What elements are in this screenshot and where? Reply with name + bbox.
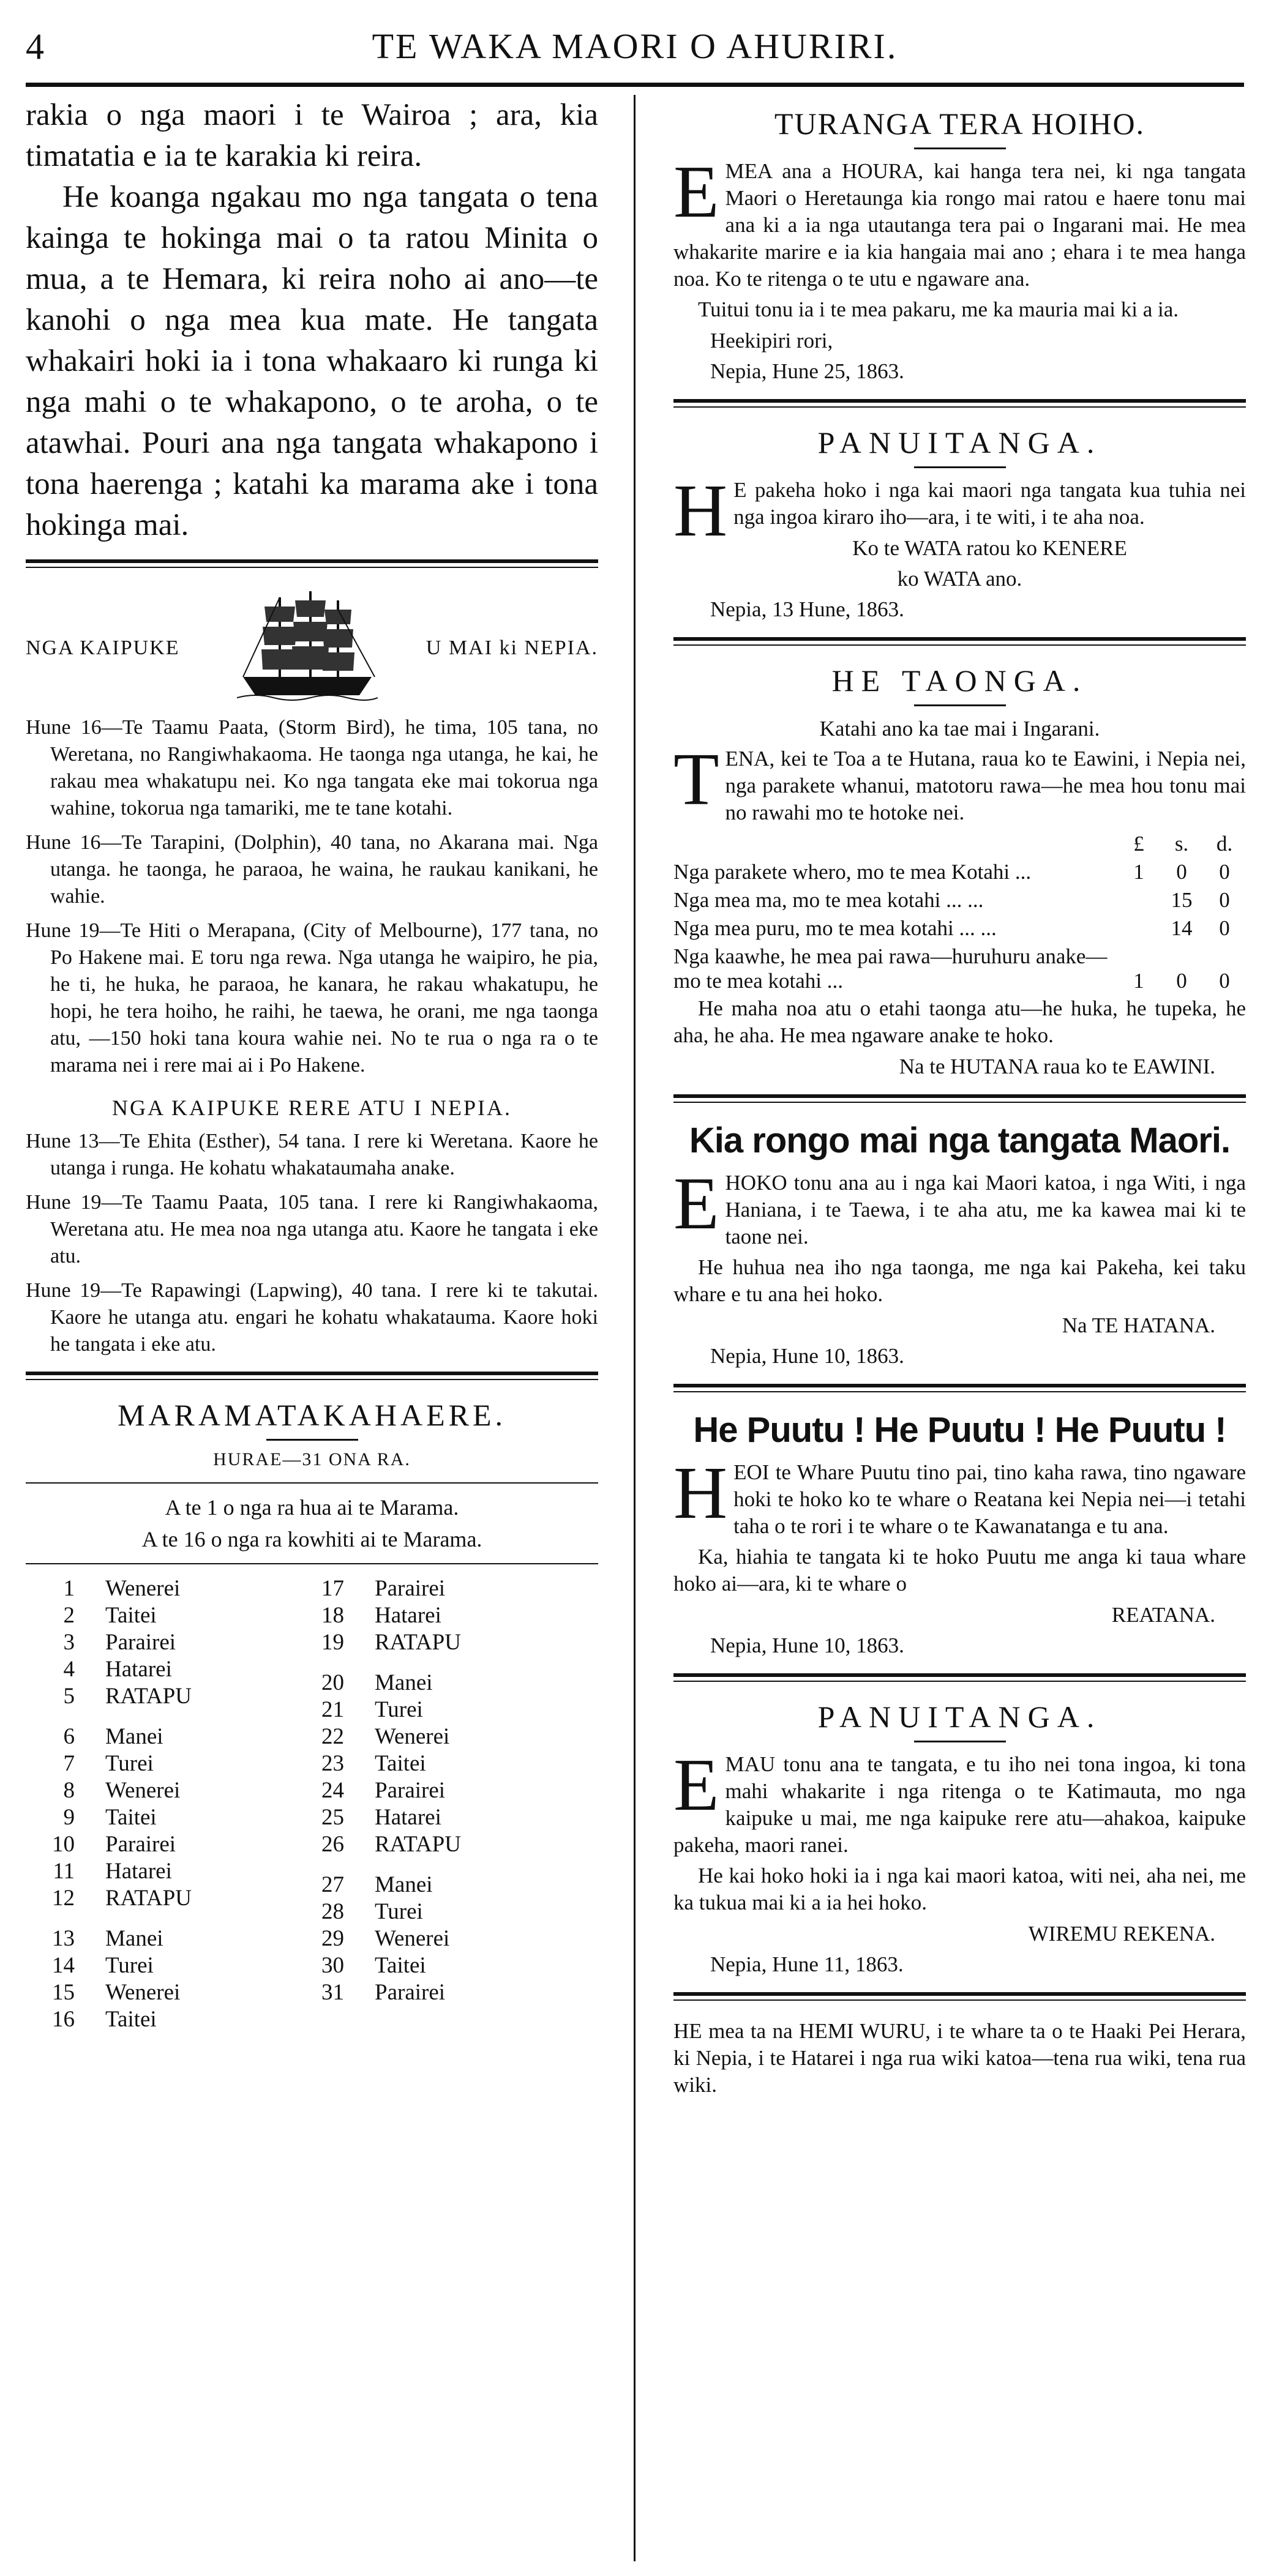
section-rule	[673, 1384, 1246, 1392]
calendar-day-number: 8	[63, 1778, 75, 1803]
price-table	[673, 830, 1246, 995]
puutu-body-2: Ka, hiahia te tangata ki te hoko Puutu me anga ki taua whare hoko ai—ara, ki te whare o	[673, 1545, 1246, 1596]
panuitanga-2-body: MAU tonu ana te tangata, e tu iho nei tona ingoa, ki tona mahi whakarite i nga ritenga o te Katimauta, mo nga kaipuke u mai, me nga kaipuke rere atu—ahakoa, kaipuke pakeha, maori ranei.	[673, 1752, 1246, 1857]
calendar-day-name: Wenerei	[105, 1778, 181, 1803]
price-label: Nga mea puru, mo te mea kotahi ... ...	[673, 916, 997, 940]
calendar-day-number: 2	[63, 1603, 75, 1628]
lead-paragraph-1: rakia o nga maori i te Wairoa ; ara, kia timatatia e ia te karakia ki reira.	[26, 98, 598, 173]
turanga-body-2: Tuitui tonu ia i te mea pakaru, me ka mauria mai ki a ia.	[698, 297, 1179, 321]
arrival-entry: Hune 19—Te Hiti o Merapana, (City of Melbourne), 177 tana, no Po Hakene mai. E toru nga rewa. Nga utanga he waipiro, he pia, he ti, he huka, he paraoa, he kanara, he rakau whakatupu, he hopi, he tera hoiho, he raihi, he taewa, he orani, me nga taonga atu, —150 hoki tana koura wahie nei. No te rua o nga ra o te marama nei i rere mai ai i Po Hakene.	[26, 919, 598, 1077]
printer-footer-note: HE mea ta na HEMI WURU, i te whare ta o te Haaki Pei Herara, ki Nepia, i te Hatarei i nga rua wiki katoa—tena rua wiki, tena rua wiki.	[673, 2019, 1246, 2097]
calendar-day-number: 3	[63, 1630, 75, 1655]
turanga-notice	[673, 151, 1246, 293]
left-column	[26, 95, 598, 2561]
calendar-day-number: 5	[63, 1684, 75, 1709]
departure-entry: Hune 13—Te Ehita (Esther), 54 tana. I rere ki Weretana. Kaore he utanga i runga. He kohatu whakataumaha anake.	[26, 1130, 598, 1179]
calendar-day-name: Turei	[375, 1697, 423, 1722]
drop-cap: E	[673, 151, 719, 233]
calendar-day-name: Wenerei	[105, 1576, 181, 1601]
kia-rongo-body: HOKO tonu ana au i nga kai Maori katoa, i nga Witi, i nga Haniana, i te Taewa, i te aha atu, me ka kawea mai ki te taone nei.	[725, 1171, 1246, 1249]
title-rule	[914, 147, 1006, 149]
calendar-note: A te 1 o nga ra hua ai te Marama.	[165, 1495, 459, 1520]
price-pounds	[1117, 914, 1160, 943]
calendar-day-number: 4	[63, 1657, 75, 1682]
calendar-day-number: 14	[52, 1953, 75, 1978]
calendar-day-name: Parairei	[375, 1778, 446, 1803]
calendar-day-name: Wenerei	[105, 1980, 181, 2005]
calendar-day-number: 19	[321, 1630, 344, 1655]
panuitanga-signature: Ko te WATA ratou ko KENERE	[852, 536, 1127, 560]
header-rule	[26, 83, 1244, 87]
calendar-day-name: Turei	[105, 1953, 154, 1978]
price-shillings: 15	[1171, 888, 1193, 912]
kia-rongo-body-2: He huhua nea iho nga taonga, me nga kai Pakeha, kei taku whare e tu ana hei hoko.	[673, 1255, 1246, 1306]
panuitanga-2-title: PANUITANGA.	[817, 1700, 1102, 1734]
section-rule	[26, 559, 598, 568]
calendar-day-name: Manei	[105, 1724, 163, 1749]
price-header-row	[673, 830, 1246, 858]
calendar-day-number: 24	[321, 1778, 344, 1803]
page-number: 4	[26, 26, 44, 67]
calendar-day-number: 26	[321, 1832, 344, 1857]
calendar-subtitle: HURAE—31 ONA RA.	[213, 1449, 411, 1469]
price-pounds: 1	[1133, 969, 1144, 993]
calendar-day-name: Taitei	[105, 2007, 157, 2032]
calendar-day-name: Parairei	[375, 1576, 446, 1601]
puutu-signature: REATANA.	[1111, 1603, 1215, 1627]
calendar-day-name: Taitei	[105, 1805, 157, 1830]
calendar-day-name: Turei	[375, 1899, 423, 1924]
panuitanga-2-notice	[673, 1744, 1246, 1859]
price-pence: 0	[1219, 860, 1230, 884]
calendar-day-name: RATAPU	[375, 1832, 461, 1857]
arrival-entry: Hune 16—Te Taamu Paata, (Storm Bird), he tima, 105 tana, no Weretana, no Rangiwhakaoma. He taonga nga utanga, he kai, he rakau mea whakatupu nei. Ko nga tangata eke mai tokorua nga wahine, tokorua nga tamariki, me te tane kotahi.	[26, 716, 598, 819]
right-column	[673, 95, 1246, 2561]
calendar-day-name: Manei	[105, 1926, 163, 1951]
calendar-day-number: 21	[321, 1697, 344, 1722]
puutu-date: Nepia, Hune 10, 1863.	[710, 1633, 904, 1657]
calendar-day-name: Hatarei	[375, 1805, 441, 1830]
shipping-heading-right: U MAI ki NEPIA.	[426, 637, 598, 659]
puutu-title: He Puutu ! He Puutu ! He Puutu !	[693, 1410, 1226, 1450]
kia-rongo-notice	[673, 1162, 1246, 1250]
calendar-day-number: 22	[321, 1724, 344, 1749]
price-row	[673, 858, 1246, 886]
calendar-day-number: 31	[321, 1980, 344, 2005]
calendar-day-name: Taitei	[105, 1603, 157, 1628]
calendar-title: MARAMATAKAHAERE.	[117, 1398, 507, 1432]
drop-cap: E	[673, 1744, 719, 1826]
price-pounds	[1117, 886, 1160, 914]
calendar-day-number: 27	[321, 1872, 344, 1897]
drop-cap: H	[673, 1452, 728, 1534]
calendar-day-number: 9	[63, 1805, 75, 1830]
calendar-day-number: 30	[321, 1953, 344, 1978]
calendar-day-number: 7	[63, 1751, 75, 1776]
turanga-date: Nepia, Hune 25, 1863.	[710, 359, 904, 383]
calendar-day-name: Turei	[105, 1751, 154, 1776]
price-shillings: 0	[1176, 860, 1187, 884]
calendar-day-number: 29	[321, 1926, 344, 1951]
calendar-day-number: 17	[321, 1576, 344, 1601]
title-rule	[266, 1439, 358, 1441]
panuitanga-body: E pakeha hoko i nga kai maori nga tangata kua tuhia nei nga ingoa kiraro iho—ara, i te witi, i te aha noa.	[733, 478, 1246, 529]
calendar-day-number: 16	[52, 2007, 75, 2032]
price-shillings: 0	[1176, 969, 1187, 993]
column-divider	[634, 95, 636, 2561]
calendar-day-name: Manei	[375, 1670, 433, 1695]
calendar-day-name: Parairei	[105, 1832, 176, 1857]
calendar-day-name: Taitei	[375, 1751, 426, 1776]
taonga-body: ENA, kei te Toa a te Hutana, raua ko te Eawini, i Nepia nei, nga parakete whanui, matotoru rawa—he mea hou tonu mai no rawahi mo te hotoke nei.	[725, 747, 1246, 824]
taonga-subtitle: Katahi ano ka tae mai i Ingarani.	[819, 717, 1100, 741]
calendar-day-number: 15	[52, 1980, 75, 2005]
section-rule	[673, 1992, 1246, 2001]
calendar-day-number: 11	[53, 1859, 75, 1884]
taonga-body-2: He maha noa atu o etahi taonga atu—he huka, he tupeka, he aha, he aha. He mea ngaware anake te hoko.	[673, 996, 1246, 1047]
calendar-day-number: 1	[63, 1576, 75, 1601]
panuitanga-date: Nepia, 13 Hune, 1863.	[710, 597, 904, 621]
calendar-day-name: RATAPU	[105, 1886, 192, 1911]
panuitanga-2-signature: WIREMU REKENA.	[1028, 1922, 1215, 1946]
panuitanga-2-date: Nepia, Hune 11, 1863.	[710, 1952, 904, 1976]
kia-rongo-date: Nepia, Hune 10, 1863.	[710, 1344, 904, 1368]
calendar-day-name: Hatarei	[375, 1603, 441, 1628]
calendar-day-name: RATAPU	[375, 1630, 461, 1655]
price-label: Nga kaawhe, he mea pai rawa—huruhuru anake—mo te mea kotahi ...	[673, 944, 1108, 993]
price-row	[673, 914, 1246, 943]
panuitanga-title: PANUITANGA.	[817, 425, 1102, 460]
price-row	[673, 886, 1246, 914]
calendar-day-name: Taitei	[375, 1953, 426, 1978]
kia-rongo-signature: Na TE HATANA.	[1062, 1313, 1215, 1337]
kia-rongo-title: Kia rongo mai nga tangata Maori.	[689, 1121, 1231, 1160]
calendar-day-name: Manei	[375, 1872, 433, 1897]
section-rule	[26, 1372, 598, 1380]
puutu-notice	[673, 1452, 1246, 1540]
calendar-day-number: 12	[52, 1886, 75, 1911]
turanga-title: TURANGA TERA HOIHO.	[774, 106, 1145, 141]
drop-cap: E	[673, 1162, 719, 1245]
calendar-day-number: 23	[321, 1751, 344, 1776]
calendar-day-name: Parairei	[105, 1630, 176, 1655]
calendar-rule	[26, 1482, 598, 1484]
title-rule	[914, 704, 1006, 706]
calendar-day-number: 13	[52, 1926, 75, 1951]
calendar-rule	[26, 1563, 598, 1564]
calendar-grid	[26, 1575, 598, 2126]
calendar-day-number: 10	[52, 1832, 75, 1857]
calendar-day-number: 18	[321, 1603, 344, 1628]
calendar-day-number: 20	[321, 1670, 344, 1695]
sailing-ship-icon	[237, 585, 378, 704]
title-rule	[914, 1741, 1006, 1742]
departures-heading: NGA KAIPUKE RERE ATU I NEPIA.	[112, 1096, 512, 1120]
section-rule	[673, 399, 1246, 408]
puutu-body: EOI te Whare Puutu tino pai, tino kaha rawa, tino ngaware hoki te hoko ko te whare o Reatana kei Nepia nei—i tetahi taha o te rori i te whare o te Kawanatanga e tu ana.	[733, 1460, 1246, 1538]
price-label: Nga mea ma, mo te mea kotahi ... ...	[673, 888, 984, 912]
price-pence: 0	[1219, 916, 1230, 940]
page-header	[26, 12, 1244, 86]
calendar-day-name: Wenerei	[375, 1926, 450, 1951]
price-row	[673, 943, 1246, 995]
calendar-day-name: RATAPU	[105, 1684, 192, 1709]
calendar-day-name: Parairei	[375, 1980, 446, 2005]
title-rule	[914, 466, 1006, 468]
shipping-heading	[26, 585, 598, 711]
price-pence: 0	[1219, 969, 1230, 993]
pound-header: £	[1133, 832, 1144, 856]
section-rule	[673, 1673, 1246, 1682]
taonga-notice	[673, 738, 1246, 826]
masthead-title: TE WAKA MAORI O AHURIRI.	[372, 26, 898, 66]
price-shillings: 14	[1171, 916, 1193, 940]
shipping-heading-left: NGA KAIPUKE	[26, 637, 180, 659]
lead-paragraph-2: He koanga ngakau mo nga tangata o tena kainga te hokinga mai o ta ratou Minita o mua, a te Hemara, ki reira noho ai ano—te kanohi o nga mea kua mate. He tangata whakairi hoki ia i tona whakaaro ki runga ki nga mahi o te whakapono, o te aroha, o te atawhai. Pouri ana nga tangata whakapono i tona haerenga ; katahi ka marama ake i tona hokinga mai.	[26, 180, 598, 542]
pence-header: d.	[1216, 832, 1233, 856]
panuitanga-signature-2: ko WATA ano.	[897, 567, 1022, 591]
arrival-entry: Hune 16—Te Tarapini, (Dolphin), 40 tana, no Akarana mai. Nga utanga. he taonga, he paraoa, he waina, he raukau kanikani, he wahie.	[26, 831, 598, 908]
shilling-header: s.	[1174, 832, 1189, 856]
calendar-day-name: Wenerei	[375, 1724, 450, 1749]
departure-entry: Hune 19—Te Rapawingi (Lapwing), 40 tana. I rere ki te takutai. Kaore he utanga atu. engari he kohatu whakatauma. Kaore hoki he tangata i eke atu.	[26, 1279, 598, 1356]
calendar-day-number: 25	[321, 1805, 344, 1830]
drop-cap: H	[673, 469, 728, 552]
section-rule	[673, 1094, 1246, 1103]
panuitanga-2-body-2: He kai hoko hoki ia i nga kai maori katoa, witi nei, aha nei, me ka tukua mai ki a ia hei hoko.	[673, 1864, 1246, 1914]
turanga-signature: Heekipiri rori,	[710, 329, 833, 353]
turanga-body: MEA ana a HOURA, kai hanga tera nei, ki nga tangata Maori o Heretaunga kia rongo mai ratou e haere tonu mai ana ki a ia nga utautanga tera pai o Ingarani mai. He mea whakarite marire e ia kia hangaia mai ano ; ehara i te mea hanga noa. Ko te ritenga o te utu e ngaware ana.	[673, 159, 1246, 291]
price-pence: 0	[1219, 888, 1230, 912]
drop-cap: T	[673, 738, 719, 821]
price-pounds: 1	[1133, 860, 1144, 884]
calendar-day-name: Hatarei	[105, 1657, 172, 1682]
calendar-day-number: 6	[63, 1724, 75, 1749]
departure-entry: Hune 19—Te Taamu Paata, 105 tana. I rere ki Rangiwhakaoma, Weretana atu. He mea noa nga utanga atu. Kaore he tangata i eke atu.	[26, 1191, 598, 1267]
calendar-day-number: 28	[321, 1899, 344, 1924]
section-rule	[673, 637, 1246, 646]
calendar-day-name: Hatarei	[105, 1859, 172, 1884]
price-label: Nga parakete whero, mo te mea Kotahi ...	[673, 860, 1032, 884]
taonga-title: HE TAONGA.	[831, 663, 1088, 698]
taonga-signature: Na te HUTANA raua ko te EAWINI.	[899, 1055, 1215, 1078]
calendar-note: A te 16 o nga ra kowhiti ai te Marama.	[141, 1527, 482, 1551]
